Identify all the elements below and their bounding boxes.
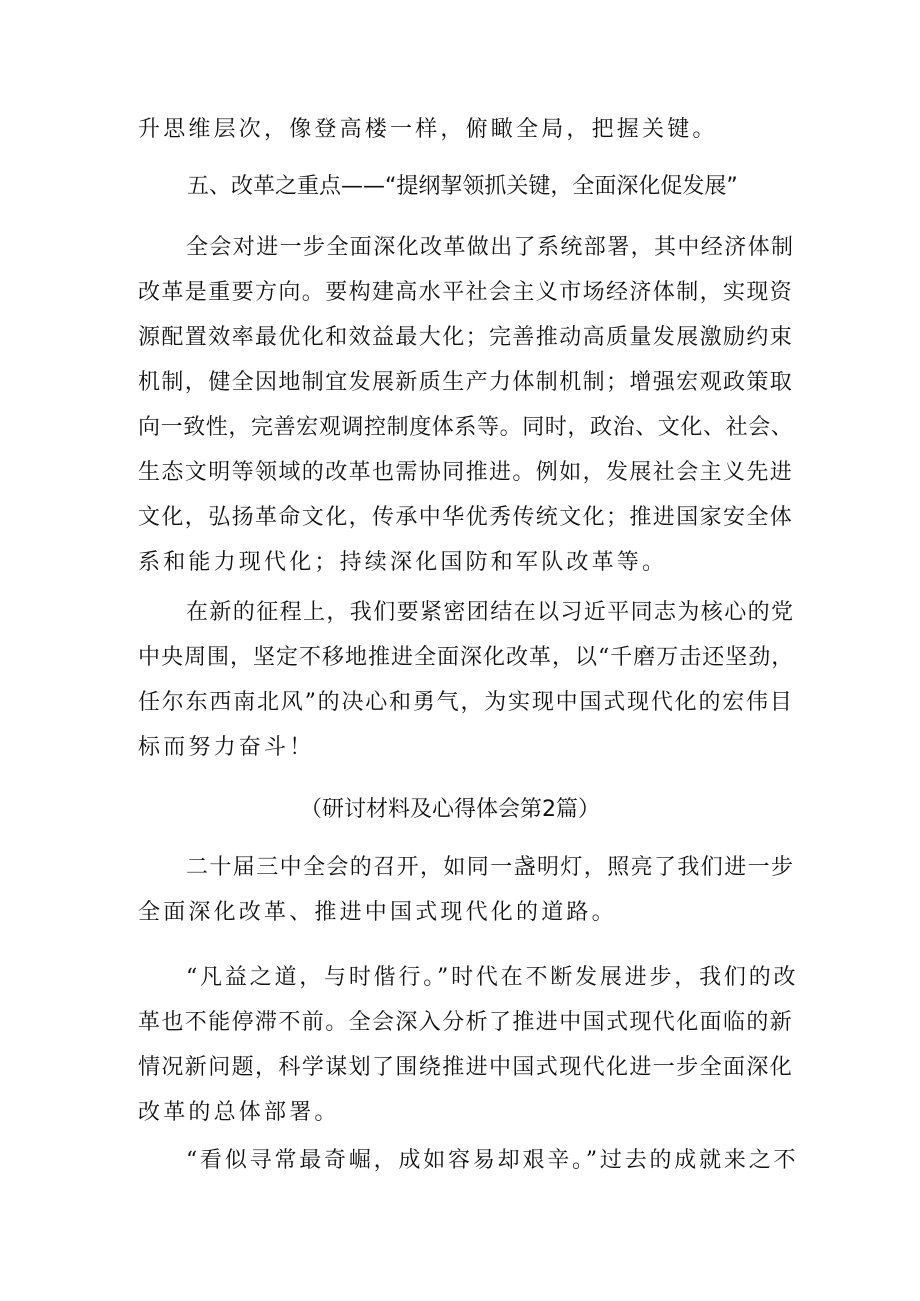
paragraph-line: 任尔东西南北风”的决心和勇气，为实现中国式现代化的宏伟目 xyxy=(138,690,794,715)
paragraph-3 xyxy=(138,845,798,935)
paragraph-2 xyxy=(138,590,798,770)
paragraph-line: 全面深化改革、推进中国式现代化的道路。 xyxy=(138,900,617,925)
paragraph-line: 革也不能停滞不前。全会深入分析了推进中国式现代化面临的新 xyxy=(138,1010,794,1035)
paragraph-line: 文化，弘扬革命文化，传承中华优秀传统文化；推进国家安全体 xyxy=(138,505,794,530)
paragraph-line: 源配置效率最优化和效益最大化；完善推动高质量发展激励约束 xyxy=(138,325,794,350)
paragraph-line: 生态文明等领域的改革也需协同推进。例如，发展社会主义先进 xyxy=(138,460,794,485)
paragraph-4 xyxy=(138,955,798,1135)
paragraph-0 xyxy=(138,107,798,152)
paragraph-line: 情况新问题，科学谋划了围绕推进中国式现代化进一步全面深化 xyxy=(138,1055,794,1080)
paragraph-line: 二十届三中全会的召开，如同一盏明灯，照亮了我们进一步 xyxy=(186,855,795,880)
paragraph-line: “凡益之道，与时偕行。”时代在不断发展进步，我们的改 xyxy=(186,965,799,990)
paragraph-line: 机制，健全因地制宜发展新质生产力体制机制；增强宏观政策取 xyxy=(138,370,794,395)
paragraph-line: 全会对进一步全面深化改革做出了系统部署，其中经济体制 xyxy=(186,235,795,260)
paragraph-line: 改革的总体部署。 xyxy=(138,1100,340,1125)
paragraph-line: “看似寻常最奇崛，成如容易却艰辛。”过去的成就来之不 xyxy=(186,1148,799,1173)
article-subtitle: （研讨材料及心得体会第2篇） xyxy=(300,797,600,822)
paragraph-line: 升思维层次，像登高楼一样，俯瞰全局，把握关键。 xyxy=(138,117,718,142)
paragraph-line: 标而努力奋斗！ xyxy=(138,735,315,760)
paragraph-line: 向一致性，完善宏观调控制度体系等。同时，政治、文化、社会、 xyxy=(138,415,794,440)
paragraph-line: 改革是重要方向。要构建高水平社会主义市场经济体制，实现资 xyxy=(138,280,794,305)
section-heading-5: 五、改革之重点——“提纲挈领抓关键，全面深化促发展” xyxy=(187,174,738,199)
paragraph-1 xyxy=(138,225,798,585)
paragraph-line: 系和能力现代化；持续深化国防和军队改革等。 xyxy=(138,550,668,575)
paragraph-5 xyxy=(138,1138,798,1183)
paragraph-line: 在新的征程上，我们要紧密团结在以习近平同志为核心的党 xyxy=(186,600,795,625)
paragraph-line: 中央周围，坚定不移地推进全面深化改革，以“千磨万击还坚劲， xyxy=(138,645,795,670)
